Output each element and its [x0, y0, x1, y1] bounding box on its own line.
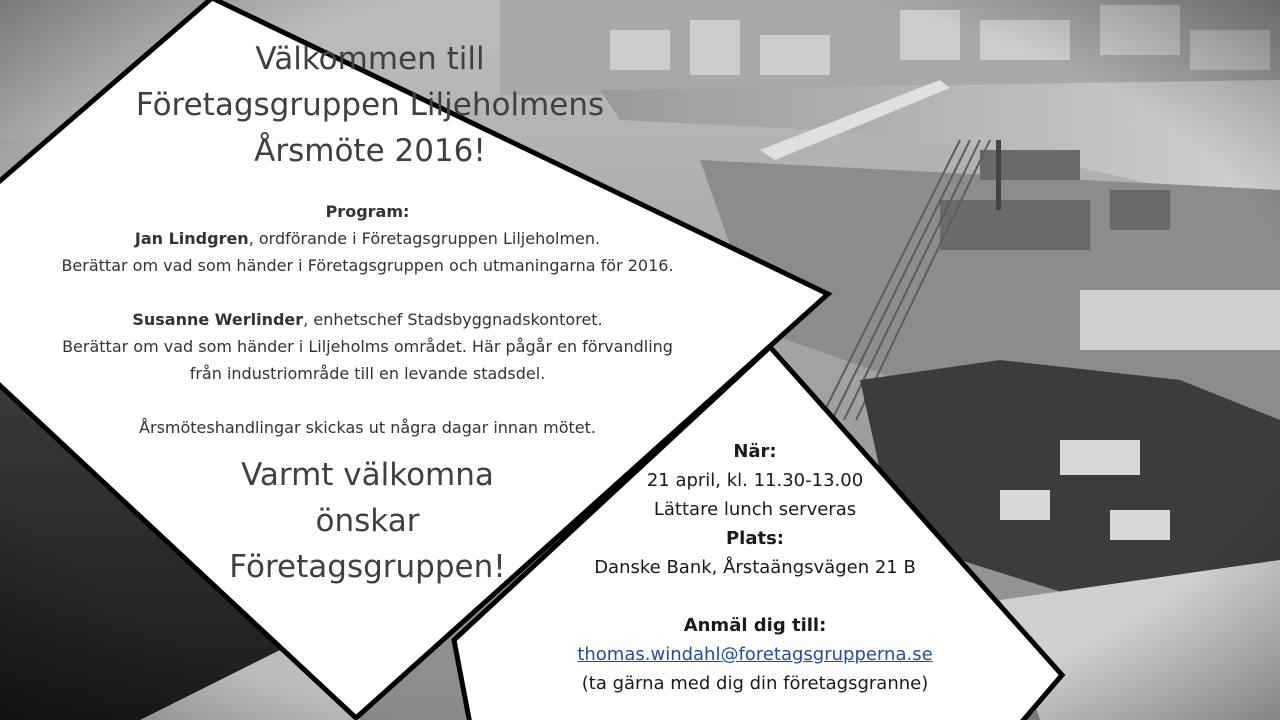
bring-neighbor-note: (ta gärna med dig din företagsgranne): [581, 673, 929, 694]
signup-email-link[interactable]: thomas.windahl@foretagsgrupperna.se: [577, 644, 933, 665]
speaker-2-role: , enhetschef Stadsbyggnadskontoret.: [303, 310, 603, 329]
page-title: [100, 36, 640, 174]
closing-line-3: Företagsgruppen!: [229, 549, 506, 585]
speaker-2-name: Susanne Werlinder: [132, 310, 304, 329]
lunch-note: Lättare lunch serveras: [653, 499, 857, 520]
program-section: [20, 198, 715, 441]
event-date-time: 21 april, kl. 11.30-13.00: [646, 470, 864, 491]
closing-line-2: önskar: [315, 503, 420, 539]
event-info: [555, 437, 955, 698]
title-line-1: Välkommen till: [255, 41, 485, 77]
speaker-2-description-2: från industriområde till en levande stadsdel.: [189, 364, 546, 383]
title-line-3: Årsmöte 2016!: [254, 133, 486, 169]
speaker-2-description-1: Berättar om vad som händer i Liljeholms området. Här pågår en förvandling: [62, 337, 673, 356]
title-line-2: Företagsgruppen Liljeholmens: [135, 87, 605, 123]
documents-note: Årsmöteshandlingar skickas ut några dagar innan mötet.: [139, 418, 596, 437]
speaker-1-line: [20, 225, 715, 252]
closing-greeting: [200, 452, 535, 590]
speaker-1-name: Jan Lindgren: [134, 229, 249, 248]
event-place: Danske Bank, Årstaängsvägen 21 B: [594, 557, 916, 578]
speaker-2-line: [20, 306, 715, 333]
when-label: När:: [733, 441, 777, 462]
closing-line-1: Varmt välkomna: [241, 457, 494, 493]
program-label: Program:: [325, 202, 410, 221]
speaker-1-description: Berättar om vad som händer i Företagsgruppen och utmaningarna för 2016.: [61, 256, 674, 275]
signup-label: Anmäl dig till:: [683, 615, 827, 636]
speaker-1-role: , ordförande i Företagsgruppen Liljeholmen.: [248, 229, 601, 248]
place-label: Plats:: [725, 528, 785, 549]
